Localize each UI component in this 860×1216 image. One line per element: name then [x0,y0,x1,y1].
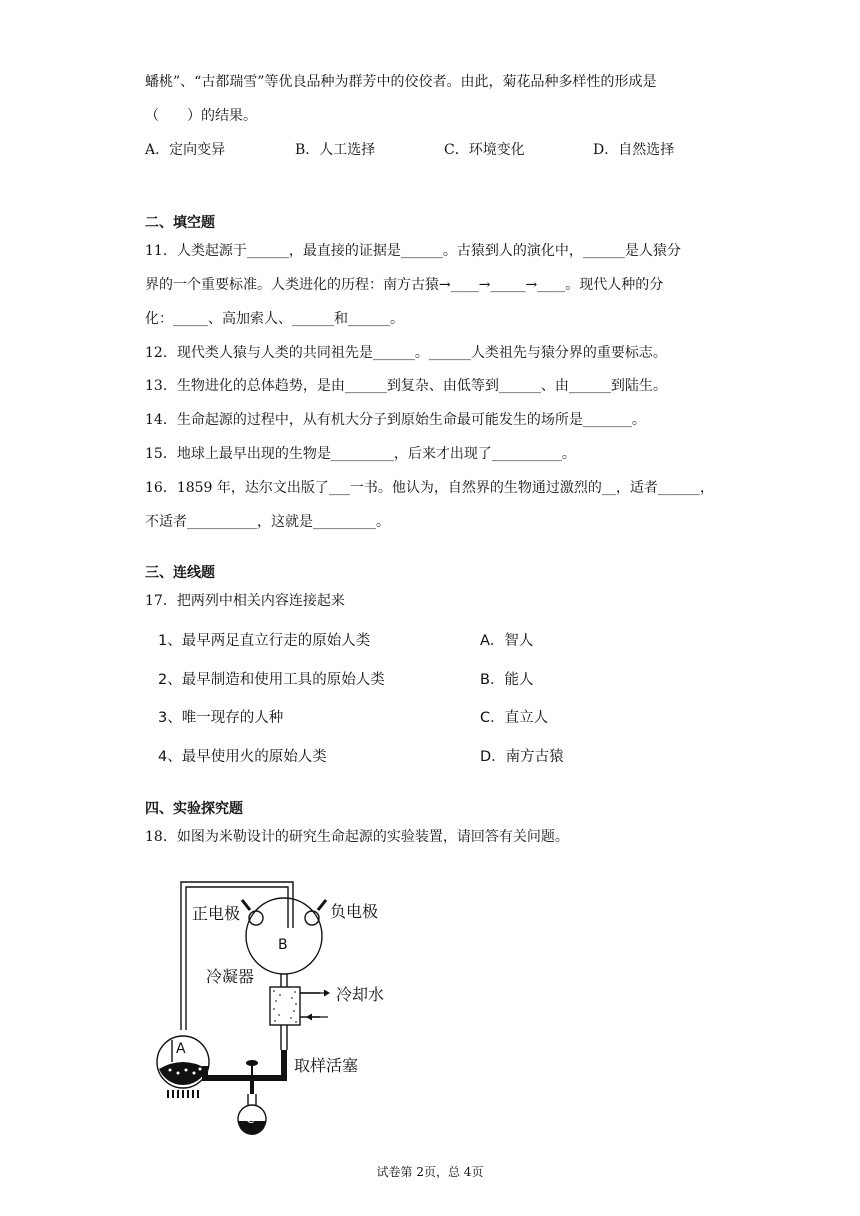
match-right-d: D．南方古猿 [480,749,564,765]
label-condenser: 冷凝器 [206,967,255,986]
page-footer: 试卷第 2页，总 4页 [376,1165,484,1179]
match-left-3: 3、唯一现存的人种 [158,710,284,726]
q12-line: 12．现代类人猿与人类的共同祖先是______。______人类祖先与猿分界的重要标志。 [145,345,667,361]
label-positive-electrode: 正电极 [192,904,241,923]
section-heading-matching: 三、连线题 [145,565,215,581]
miller-apparatus-diagram [140,870,420,1140]
q10-option-a: A．定向变异 [145,142,226,158]
sampling-valve [246,1060,258,1066]
match-right-b: B．能人 [480,672,534,688]
label-sampling-valve: 取样活塞 [294,1056,359,1075]
q15-line: 15．地球上最早出现的生物是_________，后来才出现了__________。 [145,446,576,462]
section-heading-experiment: 四、实验探究题 [145,801,243,817]
label-flask-a: A [176,1041,186,1057]
q18-question: 18．如图为米勒设计的研究生命起源的实验装置，请回答有关问题。 [145,829,569,845]
q10-option-c: C．环境变化 [444,142,525,158]
label-cooling-water: 冷却水 [336,985,385,1004]
q13-line: 13．生物进化的总体趋势，是由______到复杂、由低等到______、由______到陆生。 [145,378,667,394]
label-flask-b: B [278,937,288,953]
heater-coil [168,1090,198,1098]
q10-option-d: D．自然选择 [593,142,675,158]
match-right-c: C．直立人 [480,710,549,726]
match-left-1: 1、最早两足直立行走的原始人类 [158,633,371,649]
match-left-4: 4、最早使用火的原始人类 [158,749,327,765]
label-negative-electrode: 负电极 [330,902,379,921]
q10-text-line1: 蟠桃”、“古都瑞雪”等优良品种为群芳中的佼佼者。由此，菊花品种多样性的形成是 [145,74,657,90]
q11-line1: 11．人类起源于______，最直接的证据是______。古猿到人的演化中，______是人猿分 [145,243,681,259]
label-flask-c: C [246,1112,255,1126]
bottom-pipe [205,1050,284,1078]
match-left-2: 2、最早制造和使用工具的原始人类 [158,672,385,688]
q11-line2: 界的一个重要标准。人类进化的历程：南方古猿→____→_____→____。现代人种的分 [145,277,664,293]
q14-line: 14．生命起源的过程中，从有机大分子到原始生命最可能发生的场所是_______。 [145,412,646,428]
match-right-a: A．智人 [480,633,534,649]
q11-line3: 化：_____、高加索人、______和______。 [145,311,404,327]
q10-text-line2: （ ）的结果。 [145,108,257,124]
section-heading-fill-in: 二、填空题 [145,215,215,231]
flask-b [246,898,322,974]
q10-option-b: B．人工选择 [295,142,376,158]
q16-line2: 不适者__________，这就是_________。 [145,514,390,530]
q17-question: 17．把两列中相关内容连接起来 [145,593,345,609]
q16-line1: 16．1859 年，达尔文出版了___一书。他认为，自然界的生物通过激烈的__，适者______， [145,480,714,496]
